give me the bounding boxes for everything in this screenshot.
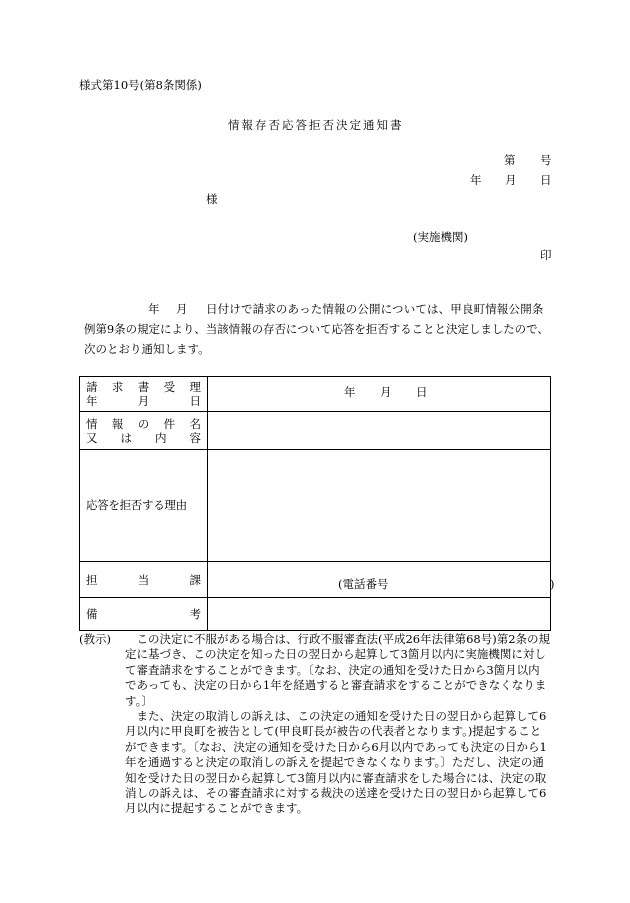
label-char: 請 <box>86 380 98 394</box>
label-info-subject <box>80 412 208 450</box>
body-year: 年 <box>148 302 160 316</box>
notice-section <box>79 632 551 817</box>
notice-prefix: (教示) <box>79 632 111 646</box>
label-char: 求 <box>111 380 124 394</box>
value-refusal-reason[interactable] <box>208 450 551 562</box>
refusal-reason-label: 応答を拒否する理由 <box>86 497 187 512</box>
row-department <box>80 562 551 598</box>
label-char: 情 <box>86 416 98 431</box>
received-year: 年 <box>344 385 356 399</box>
label-remarks <box>80 598 208 631</box>
label-refusal-reason <box>80 450 208 562</box>
notice-paragraph-2: また、決定の取消しの訴えは、この決定の通知を受けた日の翌日から起算して6月以内に甲良町を被告として(甲良町長が被告の代表者となります。)提起することができます。〔なお、決定の通知を受けた日から6月以内であっても決定の日から1年を通過すると決定の取消しの訴えを提起できなくなります。〕ただし、決定の通知を受けた日の翌日から起算して3箇月以内に審査請求をした場合には、決定の取消しの訴えは、その審査請求に対する裁決の送達を受けた日の翌日から起算して6月以内に提起することができます。 <box>125 709 547 816</box>
label-char: 年 <box>86 394 98 408</box>
label-char: 又 <box>86 430 98 445</box>
doc-number-label: 第 <box>504 153 516 167</box>
addressee-suffix: 様 <box>206 192 218 206</box>
label-char: 内 <box>155 430 167 445</box>
label-char: 理 <box>189 380 201 394</box>
body-line1: 日付けで請求のあった情報の公開については、甲良町情報公開条 <box>206 302 544 316</box>
phone-close: ) <box>550 577 555 591</box>
row-refusal-reason <box>80 450 551 562</box>
date-day: 日 <box>540 173 552 187</box>
row-request-received-date <box>80 377 551 412</box>
value-info-subject[interactable] <box>208 412 551 450</box>
label-char: 考 <box>189 607 201 621</box>
form-table <box>79 376 555 631</box>
label-char: 件 <box>163 416 176 431</box>
notice-paragraph-1: この決定に不服がある場合は、行政不服審査法(平成26年法律第68号)第2条の規定に基づき、この決定を知った日の翌日から起算して3箇月以内に実施機関に対して審査請求をすることができます。〔なお、決定の通知を受けた日から3箇月以内であっても、決定の日から1年を経過すると審査請求をすることができなくなります。〕 <box>125 632 551 708</box>
body-month: 月 <box>176 302 188 316</box>
value-department[interactable] <box>208 562 555 598</box>
label-char: 書 <box>137 380 150 394</box>
label-department <box>80 562 208 598</box>
value-remarks[interactable] <box>208 598 551 631</box>
received-month: 月 <box>380 385 392 399</box>
date-month: 月 <box>505 173 517 187</box>
label-char: 担 <box>86 572 98 587</box>
doc-number-suffix: 号 <box>540 153 552 167</box>
label-char: 当 <box>137 572 150 587</box>
label-char: は <box>120 430 132 445</box>
body-line3: 次のとおり通知します。 <box>84 342 210 356</box>
label-char: 日 <box>189 394 201 408</box>
row-info-subject <box>80 412 551 450</box>
body-line2: 例第9条の規定により、当該情報の存否について応答を拒否することと決定しましたので、 <box>84 322 549 336</box>
label-char: 備 <box>86 607 98 621</box>
agency-label: (実施機関) <box>413 230 468 244</box>
label-request-received-date <box>80 377 208 412</box>
label-char: 報 <box>111 416 124 431</box>
label-char: 受 <box>163 380 176 394</box>
row-remarks <box>80 598 551 631</box>
label-char: 月 <box>137 394 150 408</box>
label-char: 容 <box>189 430 201 445</box>
received-day: 日 <box>416 385 428 399</box>
seal-mark: 印 <box>540 248 552 262</box>
form-number: 様式第10号(第8条関係) <box>79 78 202 92</box>
label-char: 課 <box>189 572 201 587</box>
value-request-received-date[interactable] <box>208 377 551 412</box>
phone-label: (電話番号 <box>338 577 389 591</box>
document-title: 情報存否応答拒否決定通知書 <box>228 118 404 132</box>
label-char: の <box>137 416 150 431</box>
date-year: 年 <box>470 173 482 187</box>
label-char: 名 <box>189 416 201 431</box>
